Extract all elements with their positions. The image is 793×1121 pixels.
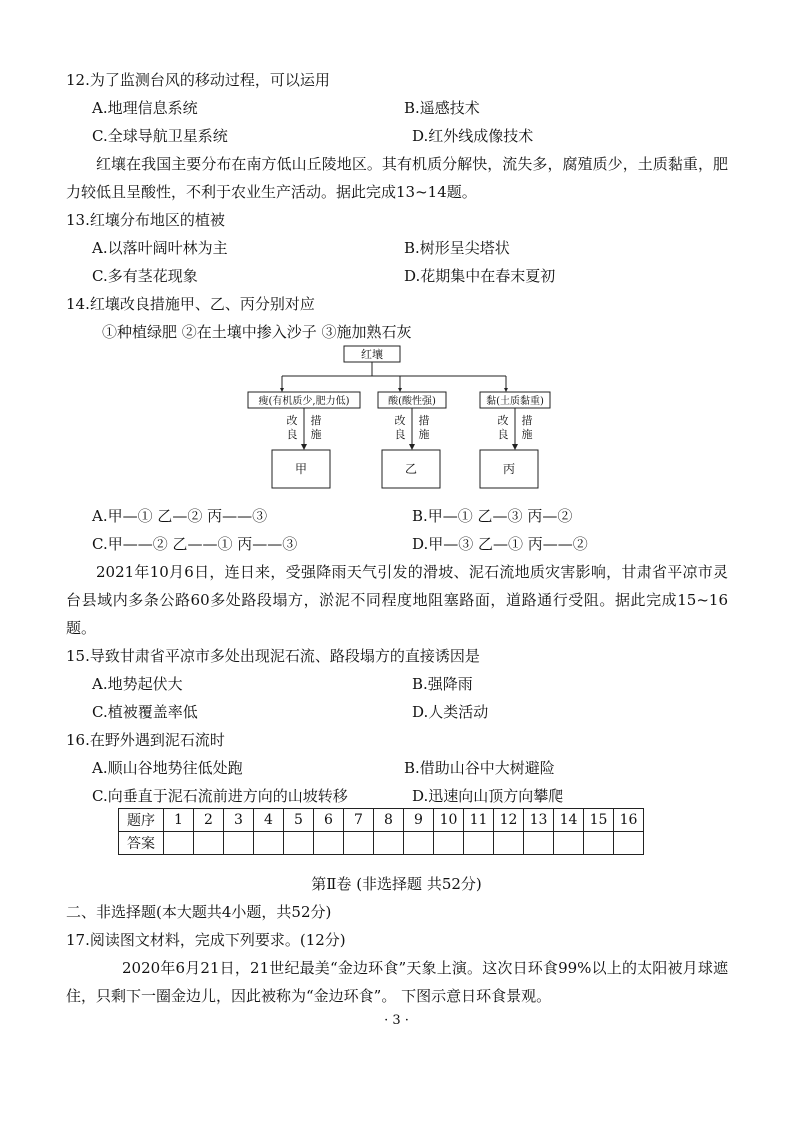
red-soil-improvement-diagram bbox=[240, 340, 560, 492]
diagram-label-left-3: 改良 bbox=[497, 414, 509, 441]
answer-cell[interactable] bbox=[314, 832, 344, 855]
q16-option-b: B.借助山谷中大树避险 bbox=[404, 759, 555, 777]
q16-option-c: C.向垂直于泥石流前进方向的山坡转移 bbox=[92, 787, 348, 805]
answer-table-number: 12 bbox=[494, 809, 524, 832]
section2-title: 第Ⅱ卷 (非选择题 共52分) bbox=[311, 875, 482, 893]
q17-material: 2020年6月21日，21世纪最美“金边环食”天象上演。这次日环食99%以上的太阳被月球遮住，只剩下一圈金边儿，因此被称为“金边环食”。 下图示意日环食景观。 bbox=[66, 959, 728, 1005]
diagram-problem-2: 酸(酸性强) bbox=[388, 396, 436, 407]
answer-table-number: 13 bbox=[524, 809, 554, 832]
answer-cell[interactable] bbox=[344, 832, 374, 855]
diagram-label-right-2: 措施 bbox=[418, 414, 430, 441]
answer-cell[interactable] bbox=[434, 832, 464, 855]
q16-option-a: A.顺山谷地势往低处跑 bbox=[92, 759, 243, 777]
answer-cell[interactable] bbox=[494, 832, 524, 855]
answer-table-number: 11 bbox=[464, 809, 494, 832]
answer-cell[interactable] bbox=[404, 832, 434, 855]
answer-cell[interactable] bbox=[614, 832, 644, 855]
q15-option-a: A.地势起伏大 bbox=[92, 675, 183, 693]
answer-table-number: 1 bbox=[164, 809, 194, 832]
answer-cell[interactable] bbox=[254, 832, 284, 855]
answer-cell[interactable] bbox=[464, 832, 494, 855]
answer-cell[interactable] bbox=[194, 832, 224, 855]
q15-option-d: D.人类活动 bbox=[412, 703, 489, 721]
q16-option-d: D.迅速向山顶方向攀爬 bbox=[412, 787, 564, 805]
diagram-label-right-3: 措施 bbox=[521, 414, 533, 441]
q12-option-d: D.红外线成像技术 bbox=[412, 127, 534, 145]
diagram-label-right-1: 措施 bbox=[310, 414, 322, 441]
material-15-16: 2021年10月6日，连日来，受强降雨天气引发的滑坡、泥石流地质灾害影响，甘肃省平凉市灵台县域内多条公路60多处路段塌方，淤泥不同程度地阻塞路面，道路通行受阻。据此完成15~16题。 bbox=[66, 563, 728, 637]
answer-cell[interactable] bbox=[284, 832, 314, 855]
answer-table-number: 15 bbox=[584, 809, 614, 832]
diagram-result-1: 甲 bbox=[294, 462, 308, 476]
diagram-result-3: 丙 bbox=[502, 462, 516, 476]
answer-table-number: 16 bbox=[614, 809, 644, 832]
q13-option-b: B.树形呈尖塔状 bbox=[404, 239, 510, 257]
answer-table-row1-label: 题序 bbox=[119, 809, 164, 832]
answer-cell[interactable] bbox=[224, 832, 254, 855]
answer-cell[interactable] bbox=[374, 832, 404, 855]
answer-table-answer-row bbox=[119, 832, 644, 855]
answer-cell[interactable] bbox=[524, 832, 554, 855]
answer-table-number: 3 bbox=[224, 809, 254, 832]
answer-table bbox=[118, 808, 644, 855]
q14-measures: ①种植绿肥 ②在土壤中掺入沙子 ③施加熟石灰 bbox=[102, 323, 412, 341]
q14-option-b: B.甲—① 乙—③ 丙—② bbox=[412, 507, 573, 525]
q14-option-a: A.甲—① 乙—② 丙——③ bbox=[92, 507, 268, 525]
answer-table-number: 14 bbox=[554, 809, 584, 832]
answer-table-number: 5 bbox=[284, 809, 314, 832]
answer-table-number: 10 bbox=[434, 809, 464, 832]
answer-table-number: 4 bbox=[254, 809, 284, 832]
diagram-problem-1: 瘦(有机质少,肥力低) bbox=[258, 396, 350, 407]
q13-option-a: A.以落叶阔叶林为主 bbox=[92, 239, 228, 257]
section2-heading: 二、非选择题(本大题共4小题，共52分) bbox=[66, 903, 332, 921]
material-13-14: 红壤在我国主要分布在南方低山丘陵地区。其有机质分解快，流失多，腐殖质少，土质黏重，肥力较低且呈酸性，不利于农业生产活动。据此完成13~14题。 bbox=[66, 155, 728, 201]
answer-cell[interactable] bbox=[554, 832, 584, 855]
answer-table-row2-label: 答案 bbox=[119, 832, 164, 855]
diagram-label-left-1: 改良 bbox=[286, 414, 298, 441]
answer-cell[interactable] bbox=[164, 832, 194, 855]
q12-stem: 12.为了监测台风的移动过程，可以运用 bbox=[66, 71, 330, 89]
answer-table-number: 6 bbox=[314, 809, 344, 832]
page-number: · 3 · bbox=[384, 1013, 409, 1028]
q12-option-a: A.地理信息系统 bbox=[92, 99, 198, 117]
q16-stem: 16.在野外遇到泥石流时 bbox=[66, 731, 225, 749]
q12-option-c: C.全球导航卫星系统 bbox=[92, 127, 228, 145]
q14-stem: 14.红壤改良措施甲、乙、丙分别对应 bbox=[66, 295, 315, 313]
q15-stem: 15.导致甘肃省平凉市多处出现泥石流、路段塌方的直接诱因是 bbox=[66, 647, 480, 665]
diagram-label-left-2: 改良 bbox=[394, 414, 406, 441]
q17-stem: 17.阅读图文材料，完成下列要求。(12分) bbox=[66, 931, 346, 949]
answer-table-number: 2 bbox=[194, 809, 224, 832]
q14-option-d: D.甲—③ 乙—① 丙——② bbox=[412, 535, 588, 553]
diagram-problem-3: 黏(土质黏重) bbox=[486, 396, 544, 407]
answer-table-number: 8 bbox=[374, 809, 404, 832]
q13-option-c: C.多有茎花现象 bbox=[92, 267, 198, 285]
answer-table-header-row bbox=[119, 809, 644, 832]
q13-stem: 13.红壤分布地区的植被 bbox=[66, 211, 225, 229]
diagram-result-2: 乙 bbox=[404, 462, 418, 476]
answer-table-number: 9 bbox=[404, 809, 434, 832]
q15-option-c: C.植被覆盖率低 bbox=[92, 703, 198, 721]
answer-cell[interactable] bbox=[584, 832, 614, 855]
q14-option-c: C.甲——② 乙——① 丙——③ bbox=[92, 535, 298, 553]
q12-option-b: B.遥感技术 bbox=[404, 99, 480, 117]
q13-option-d: D.花期集中在春末夏初 bbox=[404, 267, 556, 285]
diagram-root: 红壤 bbox=[361, 348, 383, 361]
answer-table-number: 7 bbox=[344, 809, 374, 832]
q15-option-b: B.强降雨 bbox=[412, 675, 473, 693]
